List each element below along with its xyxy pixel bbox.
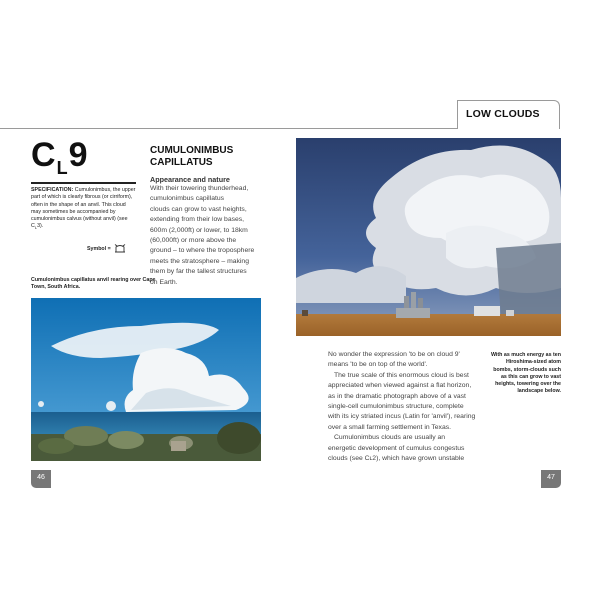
continued-line: clouds (see Cʟ2), which have grown unstable bbox=[328, 455, 465, 463]
texas-cumulonimbus-photo bbox=[296, 138, 561, 336]
continued-line: single-cell cumulonimbus structure, complete bbox=[328, 403, 464, 411]
specification-label: SPECIFICATION: bbox=[31, 187, 74, 193]
continued-line: means 'to be on top of the world'. bbox=[328, 361, 428, 369]
appearance-line: them by far the tallest structures bbox=[150, 268, 247, 276]
specification-ref-sub: L bbox=[34, 225, 38, 231]
appearance-line: on Earth. bbox=[150, 278, 178, 286]
appearance-line: (60,000ft) or more above the bbox=[150, 237, 237, 245]
symbol-row bbox=[87, 244, 126, 253]
cloud-code bbox=[31, 136, 88, 178]
appearance-line: ground – to where the troposphere bbox=[150, 247, 255, 255]
appearance-line: 600m (2,000ft) or lower, to 18km bbox=[150, 226, 248, 234]
page-title bbox=[150, 145, 280, 168]
continued-line: with its icy striated incus (Latin for 'anvil'), rearing bbox=[328, 413, 476, 421]
right-photo-caption: With as much energy as ten Hiroshima-sized atom bombs, storm-clouds such as this can grow to vast heights, towering over the landscape below. bbox=[490, 352, 561, 395]
symbol-label: Symbol = bbox=[87, 245, 111, 252]
appearance-line: meets the stratosphere – making bbox=[150, 257, 249, 265]
continued-text bbox=[328, 350, 486, 464]
page-number-left: 46 bbox=[31, 470, 51, 488]
continued-line: appreciated when viewed against a flat horizon, bbox=[328, 382, 472, 390]
continued-line: The true scale of this enormous cloud is best bbox=[334, 371, 469, 379]
appearance-heading: Appearance and nature bbox=[150, 175, 230, 184]
appearance-line: extending from their low bases, bbox=[150, 216, 245, 224]
cloud-code-number: 9 bbox=[68, 136, 88, 174]
continued-line: energetic development of cumulus congestus bbox=[328, 444, 465, 452]
appearance-line: clouds can grow to vast heights, bbox=[150, 205, 247, 213]
continued-line: as in the dramatic photograph above of a vast bbox=[328, 392, 466, 400]
appearance-text bbox=[150, 184, 292, 288]
specification-ref-end: 3). bbox=[37, 223, 44, 230]
cloud-code-subscript: L bbox=[56, 158, 68, 178]
cumulonimbus-symbol-icon bbox=[114, 244, 126, 253]
title-line-1: CUMULONIMBUS bbox=[150, 145, 234, 156]
continued-line: Cumulonimbus clouds are usually an bbox=[334, 434, 446, 442]
appearance-line: cumulonimbus capillatus bbox=[150, 195, 225, 203]
appearance-line: With their towering thunderhead, bbox=[150, 185, 249, 192]
section-title: LOW CLOUDS bbox=[466, 108, 540, 120]
cape-town-cloud-photo bbox=[31, 298, 261, 461]
title-line-2: CAPILLATUS bbox=[150, 156, 213, 168]
specification-rule bbox=[31, 182, 136, 184]
left-photo-caption: Cumulonimbus capillatus anvil rearing over Cape Town, South Africa. bbox=[31, 277, 156, 291]
continued-line: over a small farming settlement in Texas. bbox=[328, 423, 452, 431]
continued-line: No wonder the expression 'to be on cloud 9' bbox=[328, 351, 460, 358]
specification-text: Cumulonimbus, the upper part of which is clearly fibrous (or cirriform), often in the shape of an anvil. This cloud may sometimes be accompanied by cumulonimbus calvus (without anvil) (see C bbox=[31, 187, 136, 230]
page-number-right: 47 bbox=[541, 470, 561, 488]
cloud-code-prefix: C bbox=[31, 136, 56, 174]
specification-box bbox=[31, 187, 136, 232]
